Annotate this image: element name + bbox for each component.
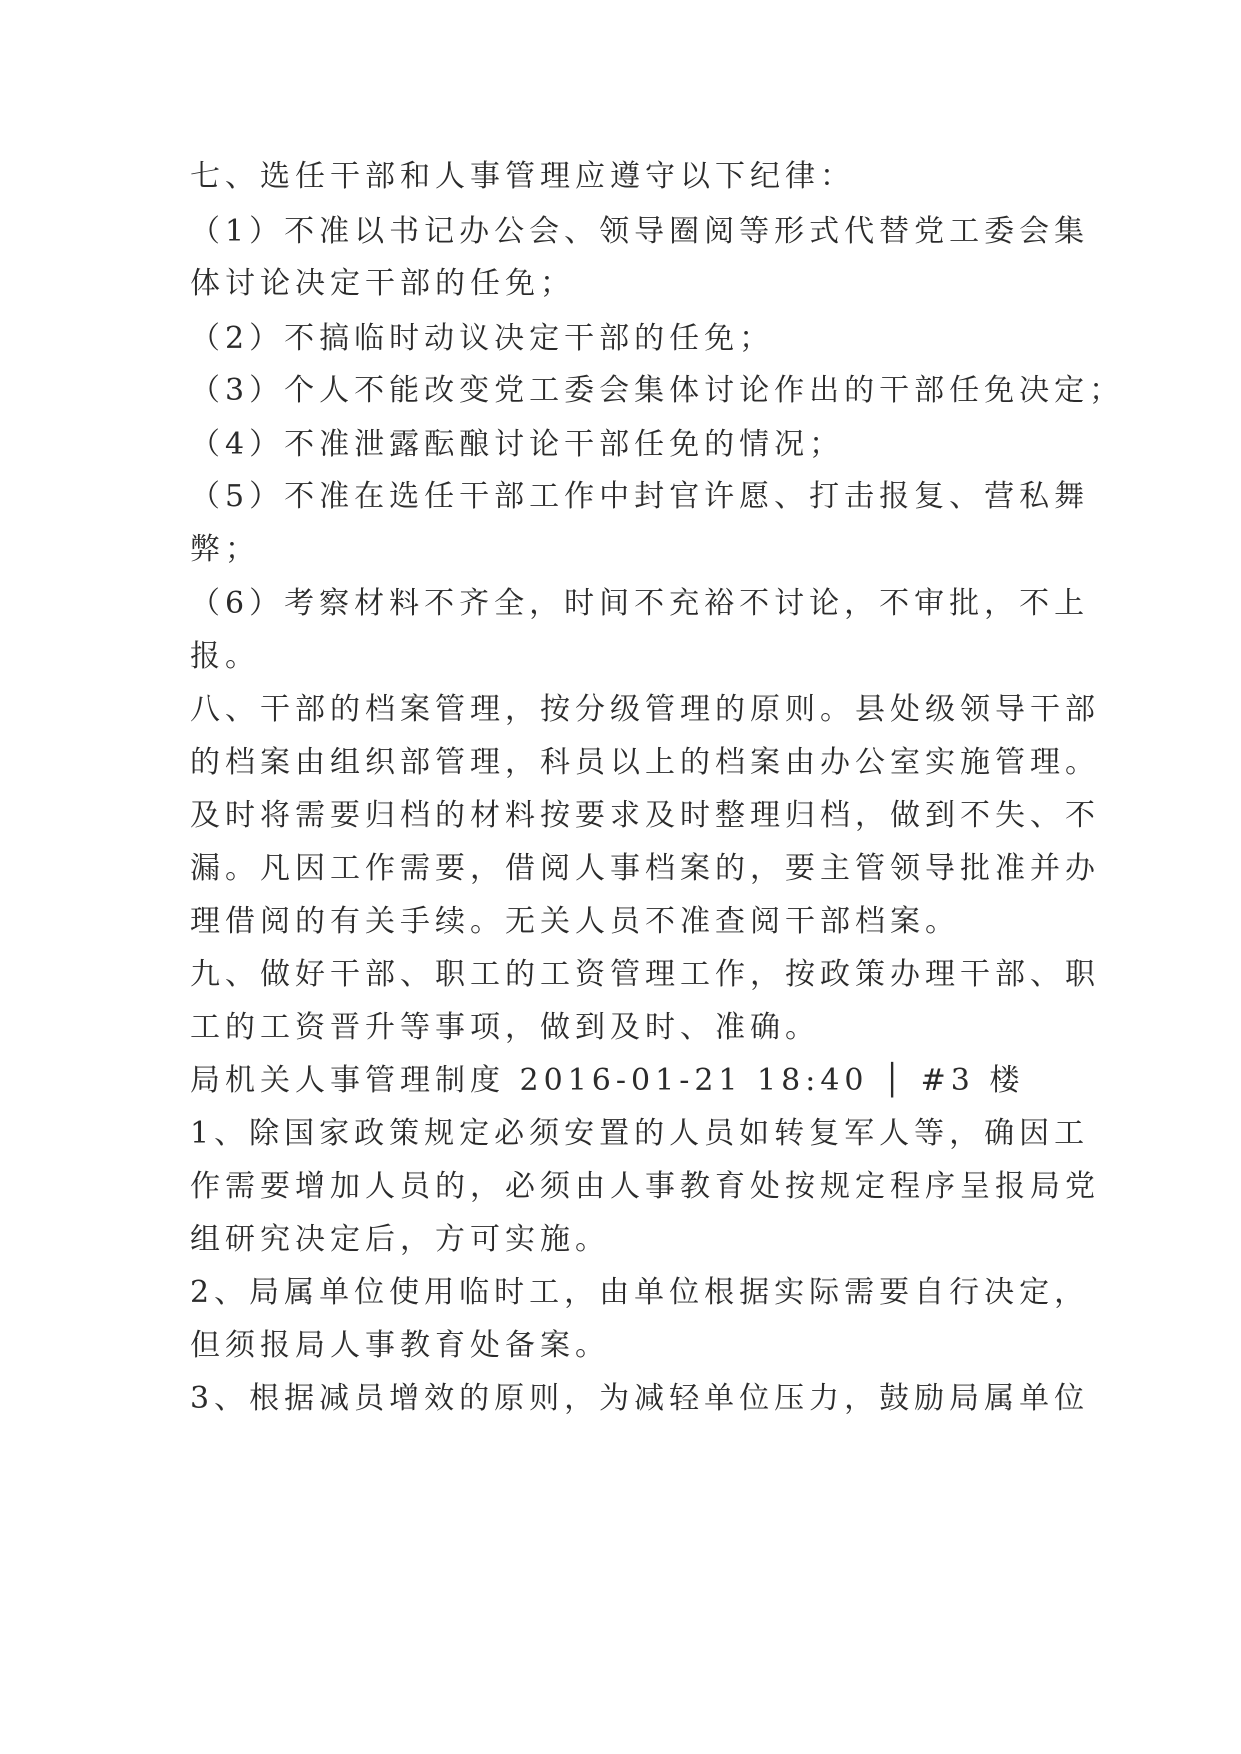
paragraph-line: 组研究决定后，方可实施。 [190, 1222, 610, 1257]
paragraph-line: 1、除国家政策规定必须安置的人员如转复军人等，确因工 [190, 1116, 1090, 1151]
paragraph-line: （6）考察材料不齐全，时间不充裕不讨论，不审批，不上 [190, 586, 1090, 621]
paragraph-line: 漏。凡因工作需要，借阅人事档案的，要主管领导批准并办 [190, 851, 1100, 886]
paragraph-line: （3）个人不能改变党工委会集体讨论作出的干部任免决定； [190, 373, 1125, 408]
paragraph-line: 工的工资晋升等事项，做到及时、准确。 [190, 1010, 820, 1045]
paragraph-line: 八、干部的档案管理，按分级管理的原则。县处级领导干部 [190, 692, 1100, 727]
paragraph-line: 作需要增加人员的，必须由人事教育处按规定程序呈报局党 [190, 1169, 1100, 1204]
paragraph-line: （4）不准泄露酝酿讨论干部任免的情况； [190, 427, 845, 462]
paragraph-line: 理借阅的有关手续。无关人员不准查阅干部档案。 [190, 904, 960, 939]
paragraph-line: 2、局属单位使用临时工，由单位根据实际需要自行决定， [190, 1275, 1090, 1310]
paragraph-line: 但须报局人事教育处备案。 [190, 1328, 610, 1363]
paragraph-line: 体讨论决定干部的任免； [190, 266, 575, 301]
paragraph-line: 弊； [190, 532, 260, 567]
paragraph-line: 报。 [190, 639, 260, 674]
paragraph-line: （1）不准以书记办公会、领导圈阅等形式代替党工委会集 [190, 214, 1090, 249]
post-header-line: 局机关人事管理制度 2016-01-21 18:40 │ #3 楼 [190, 1063, 1025, 1098]
paragraph-line: （2）不搞临时动议决定干部的任免； [190, 321, 775, 356]
paragraph-line: （5）不准在选任干部工作中封官许愿、打击报复、营私舞 [190, 479, 1090, 514]
paragraph-line: 及时将需要归档的材料按要求及时整理归档，做到不失、不 [190, 798, 1100, 833]
paragraph-line: 七、选任干部和人事管理应遵守以下纪律： [190, 159, 855, 194]
paragraph-line: 九、做好干部、职工的工资管理工作，按政策办理干部、职 [190, 957, 1100, 992]
paragraph-line: 3、根据减员增效的原则，为减轻单位压力，鼓励局属单位 [190, 1381, 1090, 1416]
paragraph-line: 的档案由组织部管理，科员以上的档案由办公室实施管理。 [190, 745, 1100, 780]
